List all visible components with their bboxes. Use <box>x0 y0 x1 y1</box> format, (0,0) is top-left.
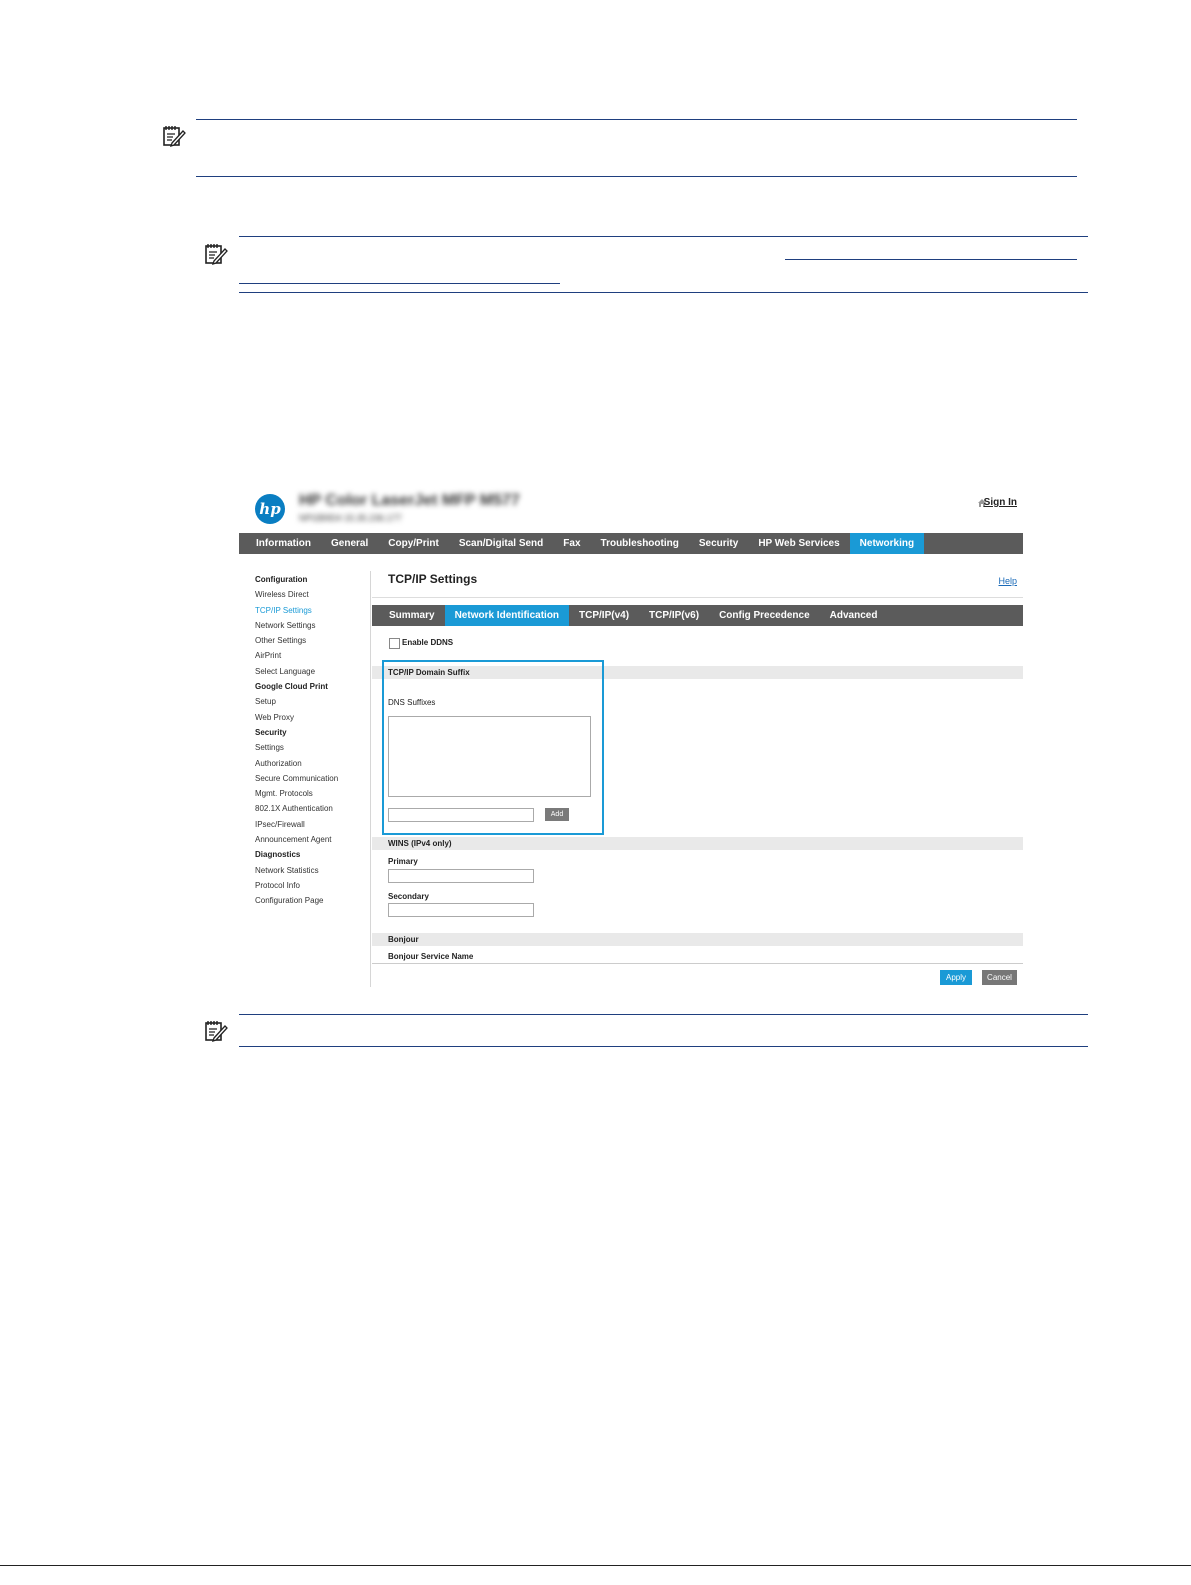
primary-label: Primary <box>388 857 418 866</box>
domain-suffix-heading: TCP/IP Domain Suffix <box>388 668 470 677</box>
printer-ip: NPI2B9D4 15.35.236.177 <box>299 513 402 523</box>
secondary-label: Secondary <box>388 892 429 901</box>
tab-troubleshooting[interactable]: Troubleshooting <box>600 538 679 549</box>
action-bar-divider <box>372 963 1023 964</box>
ews-screenshot <box>239 483 1023 993</box>
sidebar-item[interactable]: Mgmt. Protocols <box>255 789 313 799</box>
tab-hp-web-services[interactable]: HP Web Services <box>758 538 840 549</box>
sidebar-item[interactable]: 802.1X Authentication <box>255 804 333 814</box>
tab-advanced[interactable]: Advanced <box>829 610 878 621</box>
tab-networking[interactable]: Networking <box>850 533 924 554</box>
top-nav <box>239 533 1023 554</box>
link-underline[interactable] <box>785 259 1077 260</box>
sidebar-item[interactable]: Configuration Page <box>255 896 324 906</box>
sidebar-item: Security <box>255 727 287 737</box>
note-rule-bottom <box>239 1046 1088 1047</box>
enable-ddns-checkbox[interactable] <box>389 638 400 649</box>
wins-heading: WINS (IPv4 only) <box>388 839 452 848</box>
note-pencil-icon <box>204 242 228 266</box>
sidebar-item[interactable]: Secure Communication <box>255 773 339 783</box>
note-pencil-icon <box>162 124 186 148</box>
tab-copy-print[interactable]: Copy/Print <box>388 538 439 549</box>
sidebar-item[interactable]: Select Language <box>255 666 316 676</box>
note-rule-top <box>239 1014 1088 1015</box>
sidebar-item[interactable]: Other Settings <box>255 636 307 646</box>
sidebar-item[interactable]: TCP/IP Settings <box>255 605 312 615</box>
note-rule-top <box>239 236 1088 237</box>
sidebar-item[interactable]: Announcement Agent <box>255 835 332 845</box>
sidebar-item[interactable]: Wireless Direct <box>255 590 309 600</box>
add-button[interactable]: Add <box>545 808 569 821</box>
sidebar-item[interactable]: IPsec/Firewall <box>255 819 305 829</box>
bonjour-service-name-label: Bonjour Service Name <box>388 952 474 961</box>
primary-wins-field[interactable] <box>388 869 534 883</box>
cancel-button[interactable]: Cancel <box>982 970 1017 985</box>
tab-scan-digital-send[interactable]: Scan/Digital Send <box>458 538 544 549</box>
hp-logo: hp <box>255 494 285 524</box>
sidebar-item[interactable]: Network Statistics <box>255 865 319 875</box>
note-rule-top <box>196 119 1077 120</box>
sidebar-item[interactable]: Settings <box>255 743 284 753</box>
note-rule-bottom <box>239 292 1088 293</box>
tab-tcpip-v4[interactable]: TCP/IP(v4) <box>579 610 630 621</box>
page-footer-rule <box>0 1565 1191 1566</box>
sidebar-item[interactable]: Protocol Info <box>255 880 300 890</box>
sign-in-link[interactable]: Sign In <box>983 497 1017 508</box>
sidebar-item: Google Cloud Print <box>255 682 328 692</box>
sidebar-item[interactable]: Setup <box>255 697 276 707</box>
section-bar <box>372 933 1023 946</box>
note-pencil-icon <box>204 1019 228 1043</box>
sidebar-item: Configuration <box>255 575 308 584</box>
tab-summary[interactable]: Summary <box>389 610 435 621</box>
note-rule-bottom <box>196 176 1077 177</box>
enable-ddns-label: Enable DDNS <box>402 638 454 647</box>
tab-fax[interactable]: Fax <box>563 538 581 549</box>
sub-nav <box>372 605 1023 626</box>
tab-network-identification[interactable]: Network Identification <box>445 605 569 626</box>
sidebar-item: Diagnostics <box>255 850 301 860</box>
page-title: TCP/IP Settings <box>388 572 478 586</box>
tab-security[interactable]: Security <box>698 538 739 549</box>
help-link[interactable]: Help <box>998 576 1017 586</box>
tab-tcpip-v6[interactable]: TCP/IP(v6) <box>649 610 700 621</box>
sidebar-item[interactable]: AirPrint <box>255 651 282 661</box>
sidebar-item[interactable]: Network Settings <box>255 620 316 630</box>
sidebar-divider <box>370 571 371 987</box>
title-divider <box>372 597 1023 598</box>
callout-highlight <box>382 660 604 835</box>
link-underline[interactable] <box>239 283 560 284</box>
tab-config-precedence[interactable]: Config Precedence <box>719 610 810 621</box>
sidebar-item[interactable]: Web Proxy <box>255 712 294 722</box>
apply-button[interactable]: Apply <box>940 970 972 985</box>
printer-name: HP Color LaserJet MFP M577 <box>299 492 520 509</box>
dns-suffixes-label: DNS Suffixes <box>388 698 436 707</box>
bonjour-heading: Bonjour <box>388 935 419 944</box>
tab-general[interactable]: General <box>331 538 369 549</box>
sidebar <box>255 572 365 909</box>
sidebar-item[interactable]: Authorization <box>255 758 302 768</box>
secondary-wins-field[interactable] <box>388 903 534 917</box>
section-bar <box>372 837 1023 850</box>
tab-information[interactable]: Information <box>256 538 311 549</box>
